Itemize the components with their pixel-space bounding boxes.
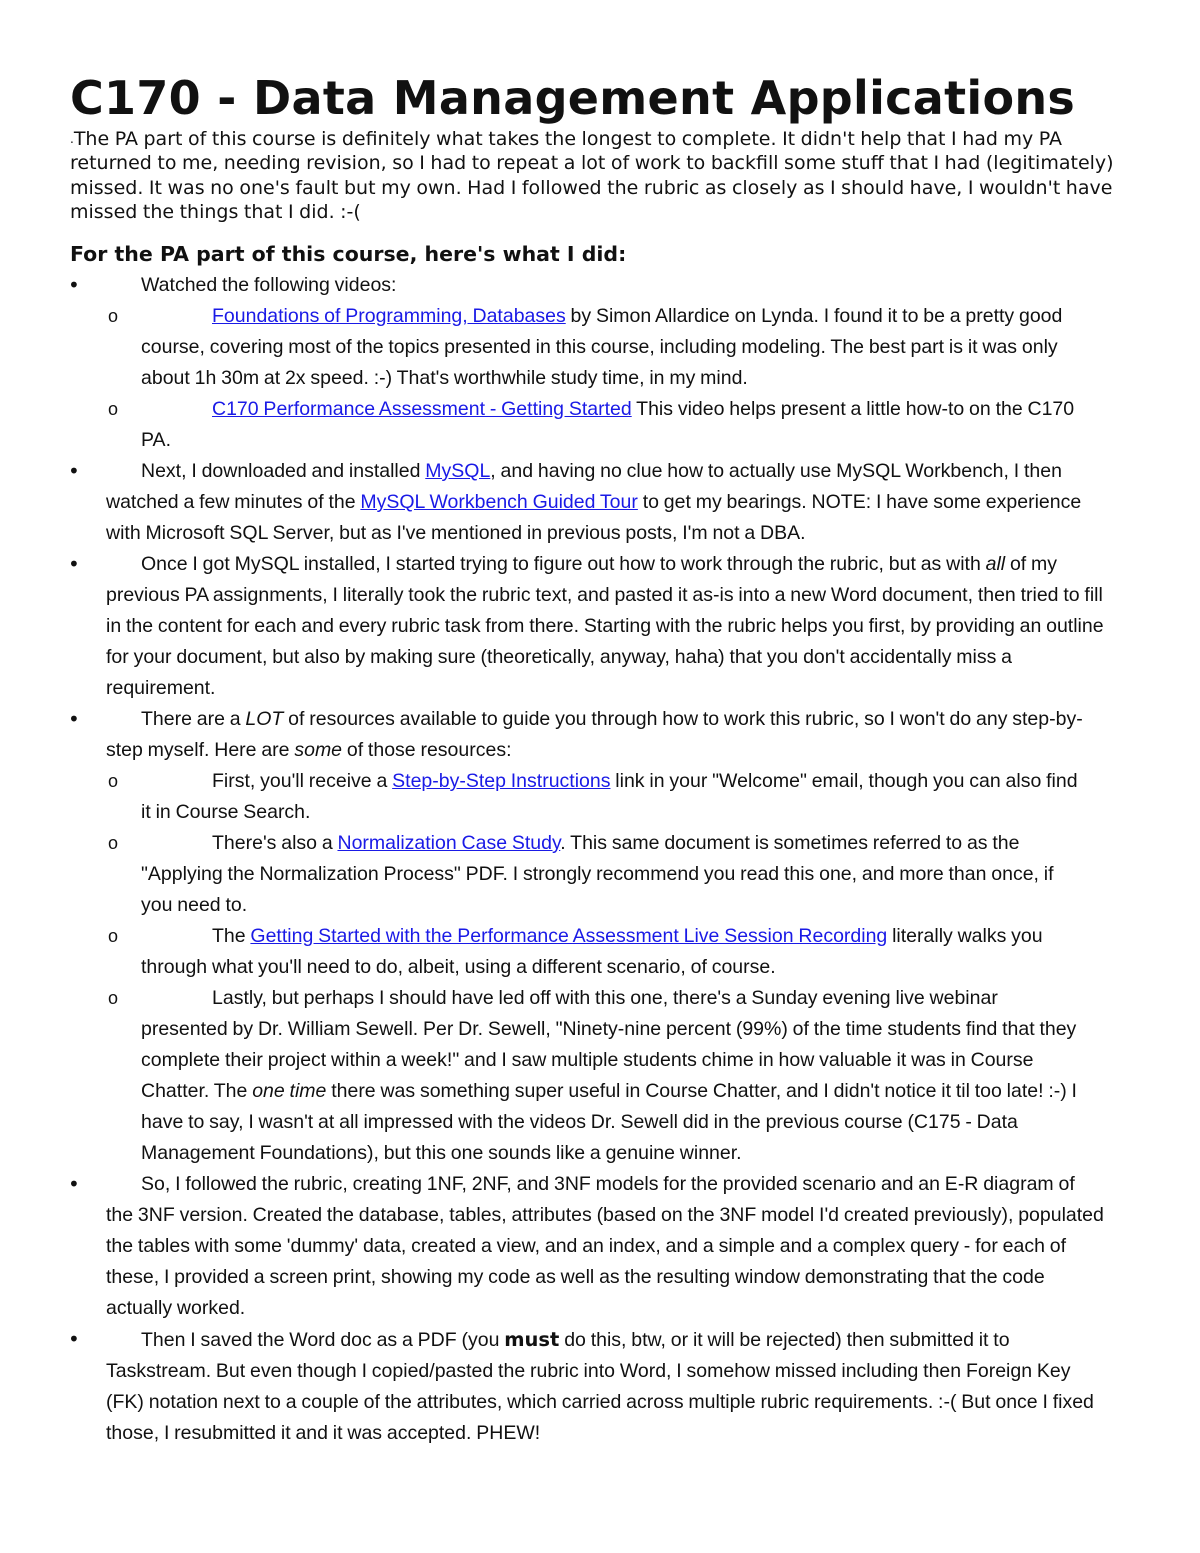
link-mysql[interactable]: MySQL: [425, 460, 491, 482]
intro-dot: .: [70, 132, 74, 146]
list-item-text: Once I got MySQL installed, I started trying to figure out how to work through the rubric, but as with: [141, 553, 986, 575]
sub-item-text: The: [212, 925, 251, 947]
section-heading: For the PA part of this course, here's what I did:: [70, 242, 627, 266]
sub-item-foundations: [0, 301, 1081, 394]
link-normalization-case-study[interactable]: Normalization Case Study: [337, 832, 561, 854]
list-item-text: of those resources:: [342, 739, 512, 761]
list-item-text: So, I followed the rubric, creating 1NF, 2NF, and 3NF models for the provided scenario and an E-R diagram of the 3NF version. Created the database, tables, attributes (based on the 3NF model I'd created previously), populated the tables with some 'dummy' data, created a view, and an index, and a simple and a complex query - for each of these, I provided a screen print, showing my code as well as the resulting window demonstrating that the code actually worked.: [106, 1173, 1104, 1319]
link-mysql-workbench-tour[interactable]: MySQL Workbench Guided Tour: [360, 491, 638, 513]
sub-item-text: link in your "Welcome" email, though you can also find it in Course Search.: [141, 770, 1078, 823]
sub-item-normalization: [0, 828, 1081, 921]
list-item-text: Next, I downloaded and installed: [141, 460, 426, 482]
link-live-session-recording[interactable]: Getting Started with the Performance Assessment Live Session Recording: [250, 925, 888, 947]
sub-item-text: This video helps present a little how-to on the C170 PA.: [141, 398, 1075, 451]
list-item-mysql: [0, 456, 1106, 549]
list-item-rubric: [0, 549, 1106, 704]
emphasis-text: LOT: [245, 708, 284, 730]
link-foundations-programming[interactable]: Foundations of Programming, Databases: [212, 305, 566, 327]
sub-item-c170-getting-started: [0, 394, 1081, 456]
list-item-resources: [0, 704, 1106, 766]
sub-item-live-session: [0, 921, 1081, 983]
list-item-videos: [0, 270, 1106, 301]
sub-item-text: there was something super useful in Course Chatter, and I didn't notice it til too late! :-) I have to say, I wasn't at all impressed with the videos Dr. Sewell did in the previous course (C175 - Data Management Foundations), but this one sounds like a genuine winner.: [141, 1080, 1077, 1164]
emphasis-text: one time: [252, 1080, 327, 1102]
intro-text: The PA part of this course is definitely what takes the longest to complete. It didn't help that I had my PA returned to me, needing revision, so I had to repeat a lot of work to backfill some stuff that I had (legitimately) missed. It was no one's fault but my own. Had I followed the rubric as closely as I should have, I wouldn't have missed the things that I did. :-(: [70, 128, 1114, 224]
list-item-text: of my previous PA assignments, I literally took the rubric text, and pasted it as-is into a new Word document, then tried to fill in the content for each and every rubric task from there. Starting with the rubric helps you first, by providing an outline for your document, but also by making sure (theoretically, anyway, haha) that you don't accidentally miss a requirement.: [106, 553, 1104, 699]
sub-item-text: First, you'll receive a: [212, 770, 393, 792]
page-title: C170 - Data Management Applications: [70, 71, 1076, 125]
list-item-text: do this, btw, or it will be rejected) then submitted it to Taskstream. But even though I copied/pasted the rubric into Word, I somehow missed including then Foreign Key (FK) notation next to a couple of the attributes, which carried across multiple rubric requirements. :-( But once I fixed those, I resubmitted it and it was accepted. PHEW!: [106, 1329, 1094, 1444]
sub-item-webinar: [0, 983, 1081, 1169]
steps-list: [0, 270, 1200, 1449]
list-item-text: , and having no clue how to actually use MySQL Workbench, I then watched a few minutes of the: [106, 460, 1062, 513]
list-item-text: There are a: [141, 708, 246, 730]
sub-item-text: literally walks you through what you'll need to do, albeit, using a different scenario, of course.: [141, 925, 1043, 978]
link-step-by-step-instructions[interactable]: Step-by-Step Instructions: [392, 770, 611, 792]
list-item-text: Then I saved the Word doc as a PDF (you: [141, 1329, 505, 1351]
strong-text: must: [504, 1328, 560, 1351]
sub-item-text: . This same document is sometimes referred to as the "Applying the Normalization Process" PDF. I strongly recommend you read this one, and more than once, if you need to.: [141, 832, 1054, 916]
emphasis-text: some: [294, 739, 343, 761]
list-item-submission: [0, 1324, 1106, 1449]
link-c170-pa-getting-started[interactable]: C170 Performance Assessment - Getting Started: [212, 398, 632, 420]
list-item-text: of resources available to guide you through how to work this rubric, so I won't do any step-by-step myself. Here are: [106, 708, 1083, 761]
intro-paragraph: [70, 127, 1145, 225]
sub-item-step-by-step: [0, 766, 1081, 828]
list-item-text: to get my bearings. NOTE: I have some experience with Microsoft SQL Server, but as I've mentioned in previous posts, I'm not a DBA.: [106, 491, 1082, 544]
sub-item-text: There's also a: [212, 832, 338, 854]
sub-item-text: Lastly, but perhaps I should have led off with this one, there's a Sunday evening live webinar presented by Dr. William Sewell. Per Dr. Sewell, "Ninety-nine percent (99%) of the time students find that they complete their project within a week!" and I saw multiple students chime in how valuable it was in Course Chatter. The: [141, 987, 1077, 1102]
sub-item-text: by Simon Allardice on Lynda. I found it to be a pretty good course, covering most of the topics presented in this course, including modeling. The best part is it was only about 1h 30m at 2x speed. :-) That's worthwhile study time, in my mind.: [141, 305, 1063, 389]
list-item-text: Watched the following videos:: [141, 274, 397, 296]
emphasis-text: all: [985, 553, 1006, 575]
list-item-models: [0, 1169, 1106, 1324]
